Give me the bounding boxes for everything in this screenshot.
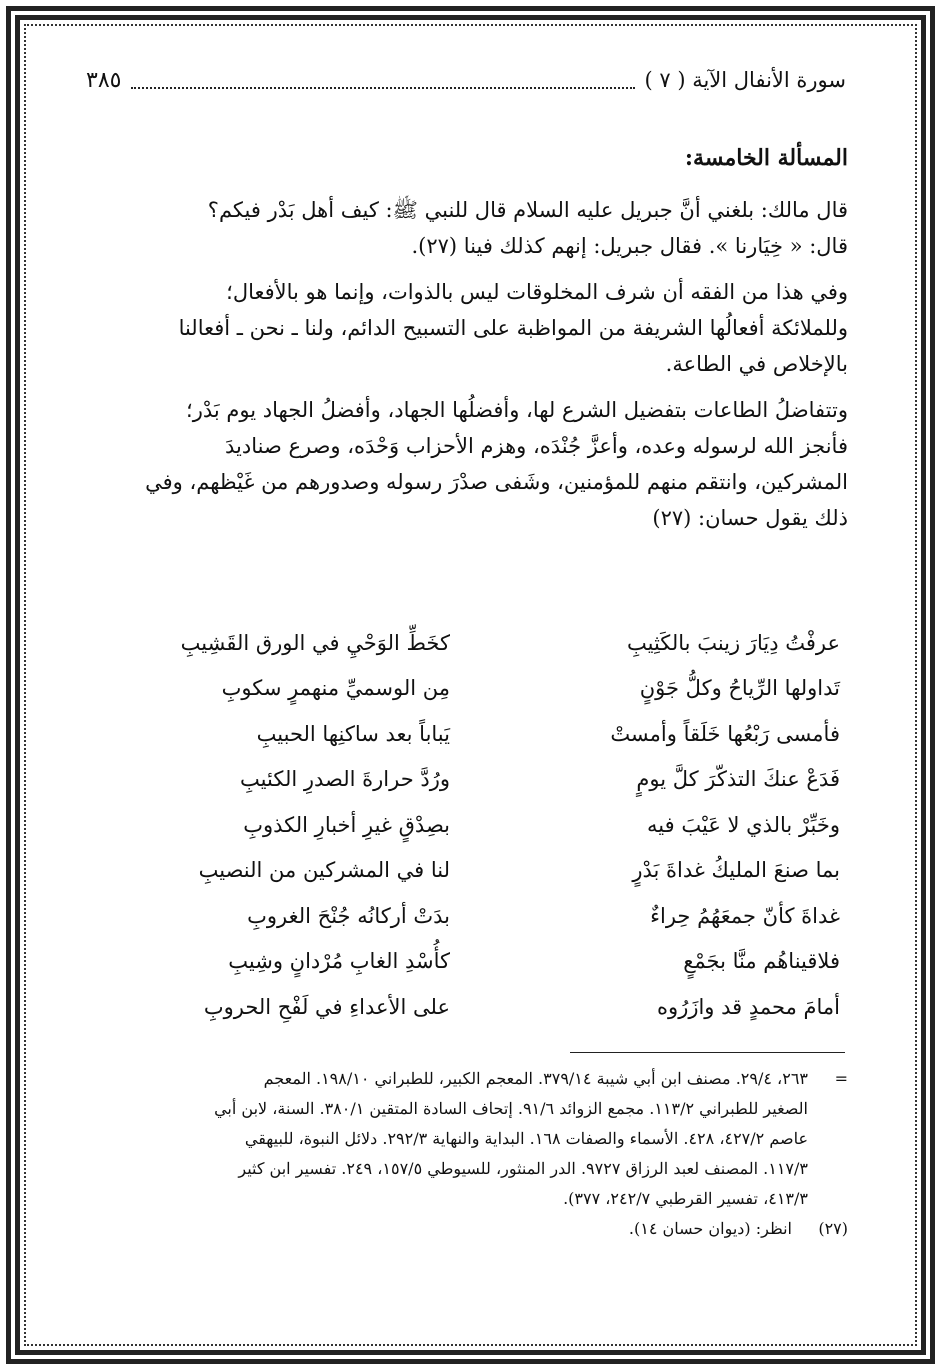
running-header [86,60,846,100]
poem-couplet [120,893,840,939]
footnote-text: انظر: (ديوان حسان ١٤). [628,1219,792,1238]
poem-second-hemistich: ورُدَّ حرارةَ الصدرِ الكئيبِ [240,767,450,792]
footnote-line: عاصم ٤٢٧/٢، ٤٢٨. الأسماء والصفات ١٦٨. البداية والنهاية ٢٩٢/٣. دلائل النبوة، للبيهقي [244,1129,808,1148]
poem-first-hemistich: أمامَ محمدٍ قد وازَرُوه [657,994,840,1019]
footnote-line: الصغير للطبراني ١١٣/٢. مجمع الزوائد ٩١/٦. إتحاف السادة المتقين ٣٨٠/١. السنة، لابن أبي [214,1099,808,1118]
footnotes [96,1064,848,1244]
poem-first-hemistich: فأمسى رَبْعُها خَلَقاً وأمستْ [610,721,840,746]
footnote-separator [570,1052,845,1053]
footnote-number: (٢٧) [818,1219,848,1238]
paragraph-line: وفي هذا من الفقه أن شرف المخلوقات ليس بالذوات، وإنما هو بالأفعال؛ [226,280,848,304]
poem-second-hemistich: يَباباً بعد ساكنِها الحبيبِ [256,721,450,746]
poem-second-hemistich: كأُسْدِ الغابِ مُرْدانٍ وشِيبِ [228,949,450,974]
poem-second-hemistich: بصِدْقٍ غيرِ أخبارِ الكذوبِ [243,812,450,837]
paragraph-line: المشركين، وانتقم منهم للمؤمنين، وشَفى صدْرَ رسوله وصدورهم من غَيْظهم، وفي [145,470,848,494]
header-title: سورة الأنفال الآية ( ٧ ) [644,68,846,92]
poem [120,620,840,1030]
poem-second-hemistich: مِن الوسميِّ منهمرٍ سكوبِ [221,676,450,701]
poem-couplet [120,757,840,803]
section-heading: المسألة الخامسة: [684,145,848,171]
poem-first-hemistich: فلاقيناهُم منَّا بجَمْعٍ [683,949,840,974]
header-leader-dots [131,71,634,89]
paragraph-line: قال مالك: بلغني أنَّ جبريل عليه السلام قال للنبي ﷺ: كيف أهل بَدْر فيكم؟ [207,198,848,222]
poem-second-hemistich: بدَتْ أركانُه جُنْحَ الغروبِ [247,903,450,928]
poem-couplet [120,711,840,757]
paragraph [88,192,848,264]
poem-first-hemistich: وخَبِّرْ بالذي لا عَيْبَ فيه [647,812,840,837]
poem-first-hemistich: بما صنعَ المليكُ غداةَ بَدْرٍ [632,858,840,883]
poem-second-hemistich: كخَطِّ الوَحْيِ في الورق القَشِيبِ [180,630,450,655]
footnote-line: ١١٧/٣. المصنف لعبد الرزاق ٩٧٢٧. الدر المنثور، للسيوطي ١٥٧/٥، ٢٤٩. تفسير ابن كثير [238,1159,808,1178]
footnote-line: ٤١٣/٣، تفسير القرطبي ٢٤٢/٧، ٣٧٧). [563,1189,808,1208]
poem-couplet [120,620,840,666]
main-text [88,140,848,546]
paragraph-line: بالإخلاص في الطاعة. [665,352,848,376]
poem-first-hemistich: عرفْتُ دِيَارَ زينبَ بالكَثِيبِ [626,630,840,655]
footnote-line: =٢٦٣، ٢٩/٤. مصنف ابن أبي شيبة ٣٧٩/١٤. المعجم الكبير، للطبراني ١٩٨/١٠. المعجم [96,1064,848,1094]
poem-couplet [120,939,840,985]
footnote-continuation-marker: = [834,1069,848,1088]
paragraph-line: ذلك يقول حسان: (٢٧) [652,506,848,530]
poem-second-hemistich: على الأعداءِ في لَفْحِ الحروبِ [203,994,450,1019]
paragraph-line: وللملائكة أفعالُها الشريفة من المواظبة على التسبيح الدائم، ولنا ـ نحن ـ أفعالنا [178,316,848,340]
paragraph-line: فأنجز الله لرسوله وعده، وأعزَّ جُنْدَه، وهزم الأحزاب وَحْدَه، وصرع صناديدَ [225,434,848,458]
paragraph-line: وتتفاضلُ الطاعات بتفضيل الشرع لها، وأفضلُها الجهاد، وأفضلُ الجهاد يوم بَدْر؛ [186,398,848,422]
poem-second-hemistich: لنا في المشركين من النصيبِ [198,858,450,883]
poem-couplet [120,848,840,894]
paragraph-line: قال: « خِيَارنا ». فقال جبريل: إنهم كذلك فينا (٢٧). [411,234,848,258]
poem-first-hemistich: تَداولها الرِّياحُ وكلُّ جَوْنٍ [639,676,840,701]
poem-couplet [120,666,840,712]
poem-couplet [120,802,840,848]
poem-first-hemistich: غداةَ كأنّ جمعَهُمُ حِراءٌ [650,903,840,928]
footnote-27 [96,1214,848,1244]
page-number: ٣٨٥ [86,67,122,93]
paragraph [88,392,848,536]
poem-first-hemistich: فَدَعْ عنكَ التذكّرَ كلَّ يومٍ [636,767,840,792]
paragraph [88,274,848,382]
poem-couplet [120,984,840,1030]
